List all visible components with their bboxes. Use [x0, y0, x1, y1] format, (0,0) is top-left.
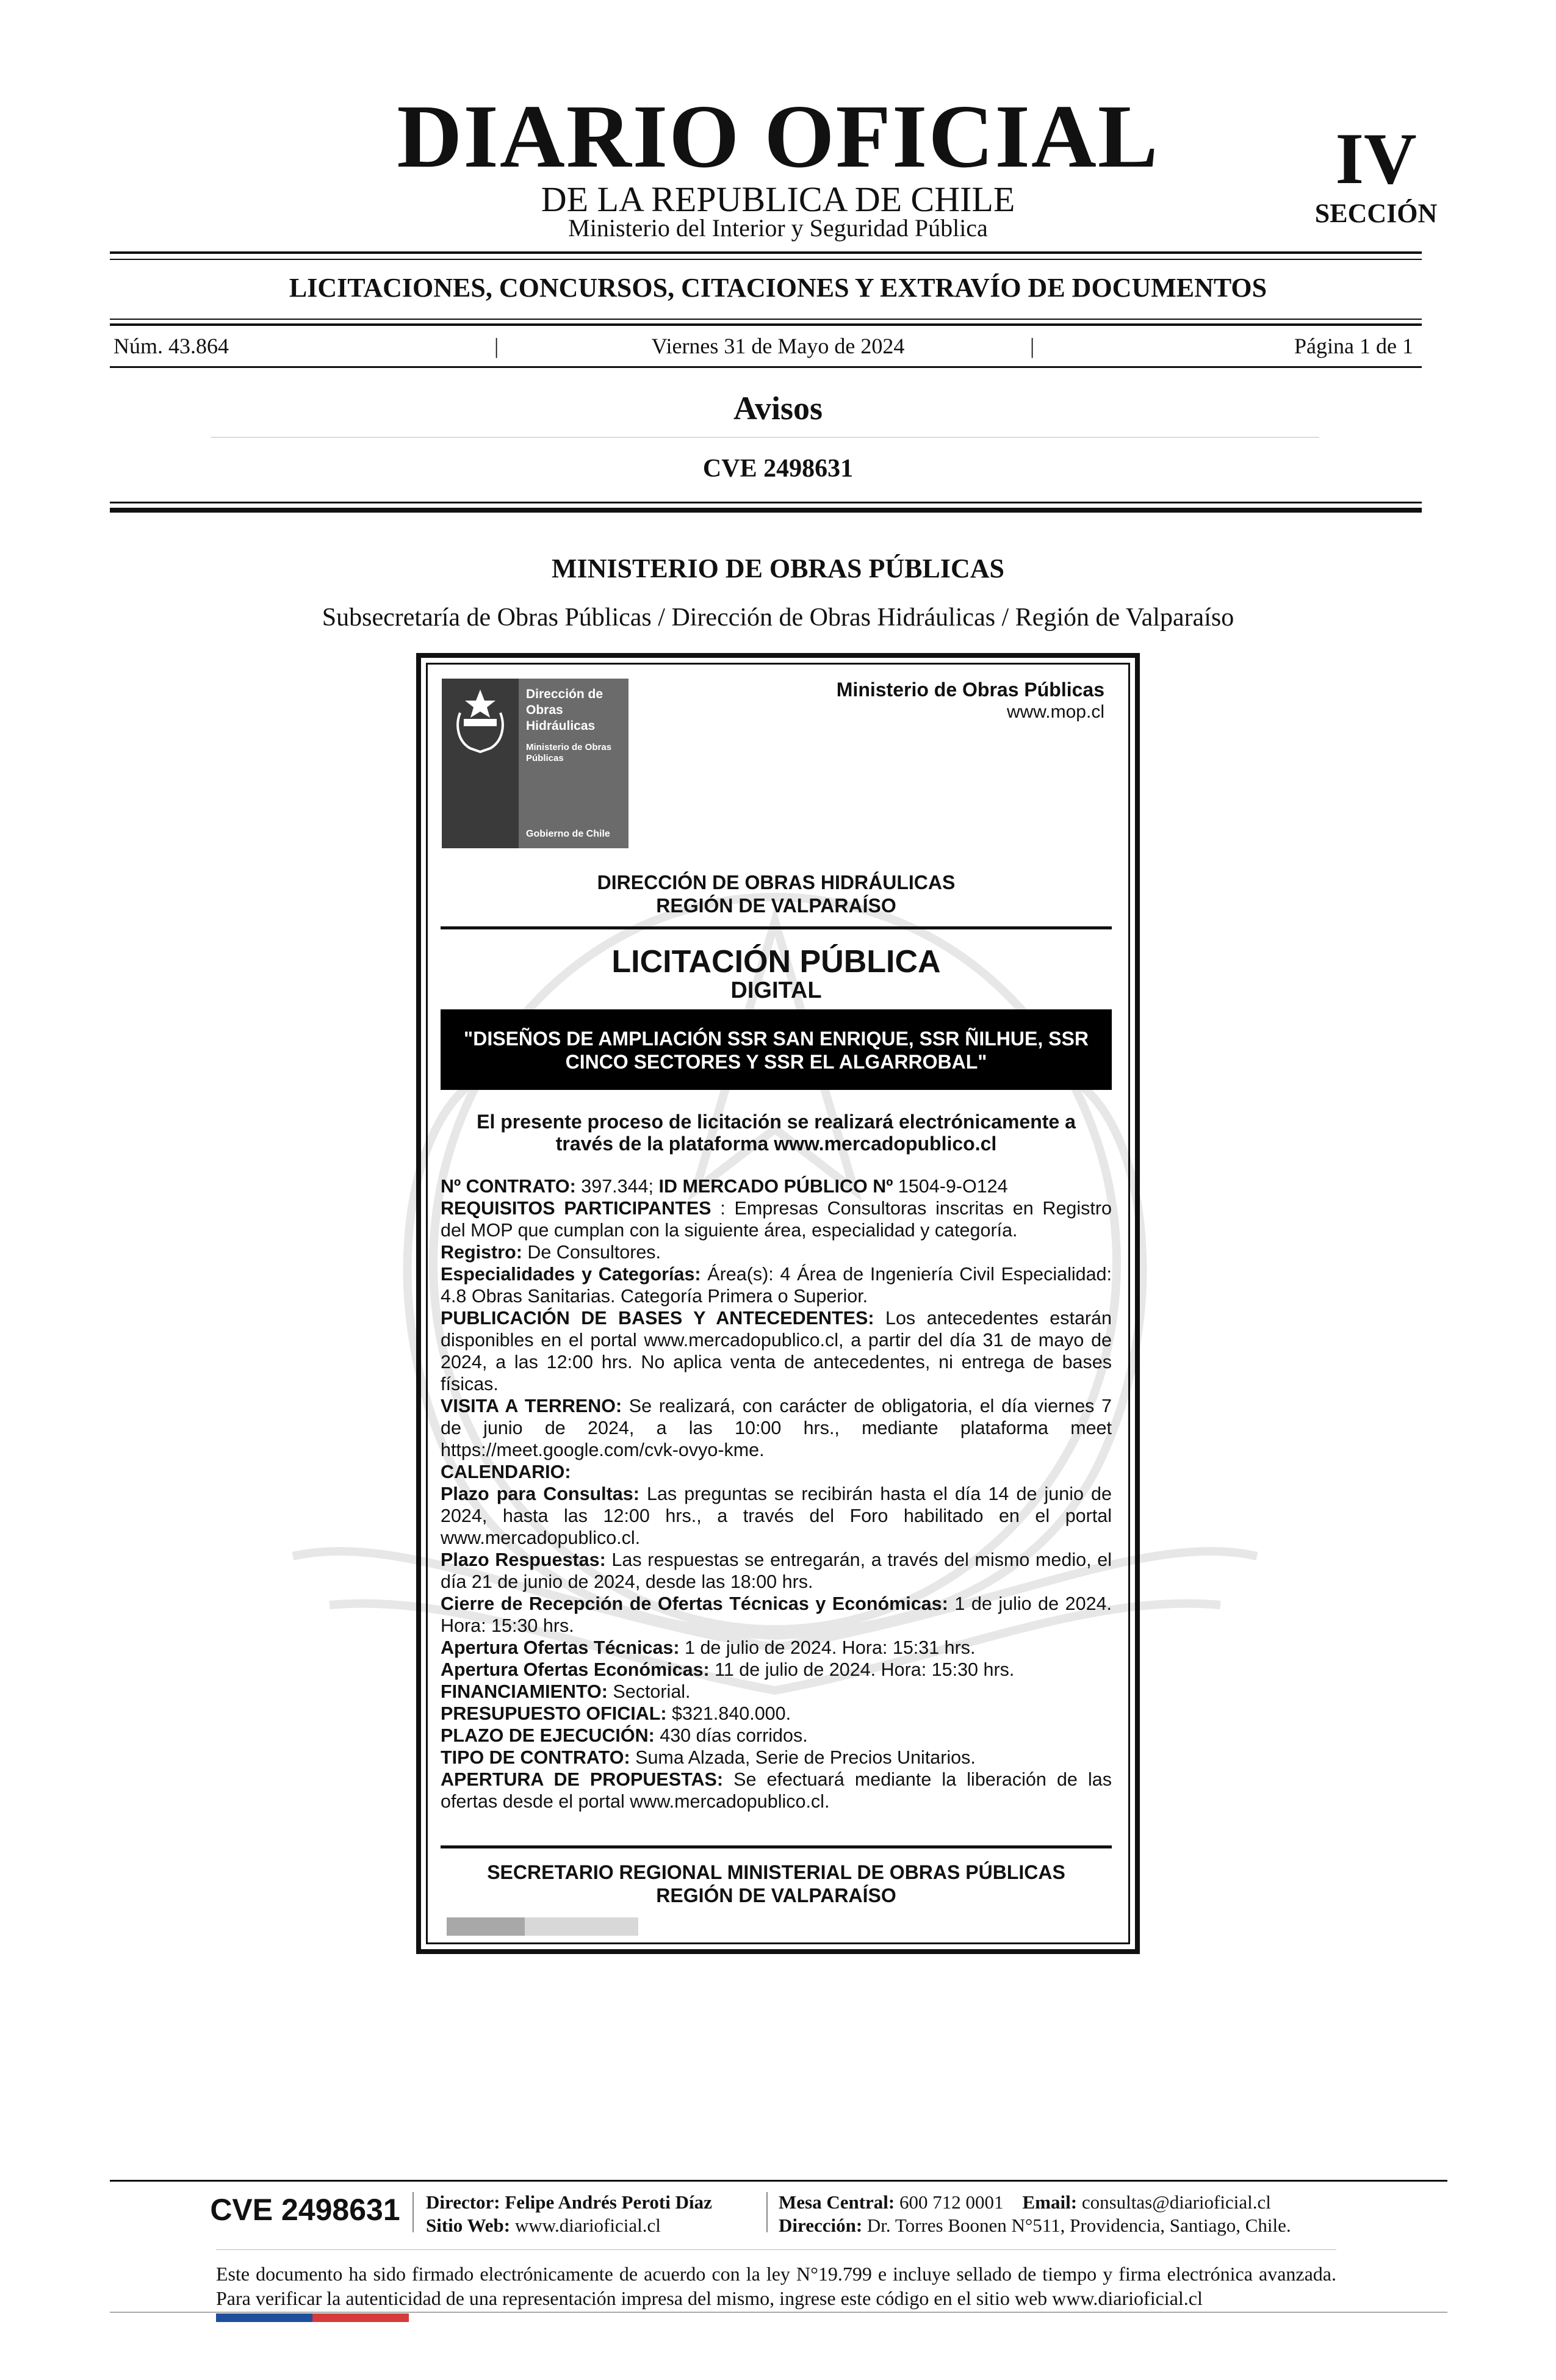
term-label: Apertura Ofertas Técnicas:: [441, 1637, 680, 1658]
term-label: PUBLICACIÓN DE BASES Y ANTECEDENTES:: [441, 1308, 874, 1329]
term-label: APERTURA DE PROPUESTAS:: [441, 1769, 723, 1790]
website-line: [426, 2214, 768, 2237]
dirección-de-obras-hidráulicas-logo: [442, 679, 629, 848]
logo-emblem-panel: [442, 679, 519, 848]
category-rule-bottom: [110, 323, 1422, 326]
director-label: Director:: [426, 2191, 500, 2213]
category-rule-top: [110, 319, 1422, 320]
legal-note: Este documento ha sido firmado electrónicamente de acuerdo con la ley N°19.799 e incluye sellado de tiempo y firma electrónica avanzada. Para verificar la autenticidad de una representación impresa del mismo, ingrese este código en el sitio web www.diarioficial.cl: [216, 2263, 1336, 2309]
term-item: [441, 1461, 1112, 1483]
term-value: Los antecedentes estarán disponibles en el portal www.mercadopublico.cl, a partir del día 31 de mayo de 2024, a las 12:00 hrs. No aplica venta de antecedentes, ni entrega de bases físicas.: [441, 1308, 1112, 1394]
direction-name: DIRECCIÓN DE OBRAS HIDRÁULICAS: [597, 871, 956, 893]
term-value: 1504-9-O124: [893, 1176, 1008, 1197]
tender-terms: [441, 1175, 1112, 1812]
footer-rule-top: [110, 2180, 1447, 2182]
term-item: [441, 1593, 1112, 1637]
term-item: [441, 1241, 1112, 1263]
address-label: Dirección:: [779, 2215, 863, 2236]
term-value: 430 días corridos.: [654, 1725, 808, 1746]
header-rule-thick: [110, 508, 1422, 513]
issue-separator: |: [1030, 334, 1035, 358]
term-item: [441, 1769, 1112, 1812]
intro-line: través de la plataforma www.mercadopublico.cl: [555, 1133, 997, 1155]
notice-rule-bottom: [441, 1845, 1112, 1848]
term-label: Cierre de Recepción de Ofertas Técnicas y Económicas:: [441, 1593, 948, 1614]
director-name: Felipe Andrés Peroti Díaz: [505, 2191, 712, 2213]
logo-line: Ministerio de Obras: [526, 742, 612, 752]
address-value: Dr. Torres Boonen N°511, Providencia, Santiago, Chile.: [866, 2215, 1291, 2236]
email-link[interactable]: consultas@diarioficial.cl: [1081, 2191, 1271, 2213]
masthead-rule-thick: [110, 251, 1422, 254]
flag-stripe-blue: [216, 2313, 312, 2322]
contact-line: [779, 2191, 1352, 2214]
project-name-line: "DISEÑOS DE AMPLIACIÓN SSR SAN ENRIQUE, SSR ÑILHUE, SSR: [464, 1028, 1089, 1050]
tender-modality: DIGITAL: [730, 978, 822, 1003]
issuer-subdivision: Subsecretaría de Obras Públicas / Dirección de Obras Hidráulicas / Región de Valparaíso: [322, 604, 1234, 632]
term-item: [441, 1637, 1112, 1659]
issue-number: Núm. 43.864: [113, 334, 229, 358]
term-value: $321.840.000.: [666, 1703, 791, 1724]
term-label: Apertura Ofertas Económicas:: [441, 1659, 710, 1680]
logo-line: Obras: [526, 703, 563, 717]
issue-date: Viernes 31 de Mayo de 2024: [651, 334, 905, 358]
term-label: CALENDARIO:: [441, 1462, 571, 1482]
term-value: 1 de julio de 2024. Hora: 15:31 hrs.: [679, 1637, 976, 1658]
section-label: SECCIÓN: [1314, 198, 1438, 228]
footer-bar-dark: [447, 1917, 525, 1936]
term-item: [441, 1703, 1112, 1725]
term-label: Registro:: [441, 1242, 522, 1263]
term-item: [441, 1725, 1112, 1747]
footer-rule-mid: [216, 2249, 1336, 2250]
term-item: [441, 1307, 1112, 1395]
term-label: PLAZO DE EJECUCIÓN:: [441, 1725, 655, 1746]
footer-director: [426, 2191, 768, 2237]
term-item: [441, 1483, 1112, 1549]
mop-brand: Ministerio de Obras Públicas: [836, 679, 1104, 701]
term-value: Área(s): 4 Área de Ingeniería Civil Especialidad: 4.8 Obras Sanitarias. Categoría Primera o Superior.: [441, 1264, 1112, 1307]
term-label: ID MERCADO PÚBLICO Nº: [658, 1176, 893, 1197]
term-label: FINANCIAMIENTO:: [441, 1681, 608, 1702]
signatory-title: SECRETARIO REGIONAL MINISTERIAL DE OBRAS PÚBLICAS: [487, 1861, 1065, 1883]
term-label: Especialidades y Categorías:: [441, 1264, 701, 1285]
logo-line: Hidráulicas: [526, 719, 596, 733]
logo-line: Públicas: [526, 753, 564, 763]
term-value: Las preguntas se recibirán hasta el día 14 de junio de 2024, hasta las 12:00 hrs., a través del Foro habilitado en el portal www.mercadopublico.cl.: [441, 1484, 1112, 1548]
masthead-ministry: Ministerio del Interior y Seguridad Pública: [568, 214, 988, 242]
signatory-region: REGIÓN DE VALPARAÍSO: [656, 1884, 896, 1906]
issue-separator: |: [494, 334, 499, 358]
phone-number: 600 712 0001: [899, 2191, 1004, 2213]
term-value: 11 de julio de 2024. Hora: 15:30 hrs.: [709, 1659, 1015, 1680]
notice-type: Avisos: [733, 390, 823, 427]
page-indicator: Página 1 de 1: [1294, 334, 1413, 358]
address-line: [779, 2214, 1352, 2237]
intro-line: El presente proceso de licitación se realizará electrónicamente a: [477, 1111, 1076, 1133]
email-label: Email:: [1022, 2191, 1078, 2213]
cve-code: CVE 2498631: [702, 455, 854, 483]
term-label: Nº CONTRATO:: [441, 1176, 576, 1197]
term-item: [441, 1747, 1112, 1769]
footer-cve-code: CVE 2498631: [210, 2193, 400, 2227]
term-value: 397.344;: [575, 1176, 659, 1197]
masthead-title: DIARIO OFICIAL: [397, 87, 1159, 187]
logo-government: Gobierno de Chile: [526, 829, 610, 839]
term-label: PRESUPUESTO OFICIAL:: [441, 1703, 667, 1724]
chile-shield-icon: [442, 682, 519, 755]
term-label: VISITA A TERRENO:: [441, 1396, 622, 1416]
footer-contact: [779, 2191, 1352, 2237]
term-value: : Empresas Consultoras inscritas en Registro del MOP que cumplan con la siguiente área, especialidad y categoría.: [441, 1198, 1112, 1241]
avisos-divider: [211, 437, 1319, 438]
term-value: Las respuestas se entregarán, a través del mismo medio, el día 21 de junio de 2024, desde las 18:00 hrs.: [441, 1549, 1112, 1592]
header-rule-thin: [110, 502, 1422, 503]
term-item: [441, 1175, 1112, 1197]
footer-divider: [412, 2192, 414, 2232]
logo-text-panel: [519, 679, 629, 848]
term-item: [441, 1263, 1112, 1307]
term-label: Plazo Respuestas:: [441, 1549, 606, 1570]
project-name-line: CINCO SECTORES Y SSR EL ALGARROBAL": [565, 1051, 987, 1073]
tender-title: LICITACIÓN PÚBLICA: [611, 944, 941, 979]
term-value: Sectorial.: [607, 1681, 691, 1702]
mop-website: www.mop.cl: [1006, 702, 1104, 722]
notice-rule-top: [441, 926, 1112, 929]
issuer-ministry: MINISTERIO DE OBRAS PÚBLICAS: [551, 554, 1005, 583]
term-item: [441, 1659, 1112, 1681]
term-item: [441, 1549, 1112, 1593]
website-link[interactable]: www.diarioficial.cl: [514, 2215, 661, 2236]
masthead-subtitle: DE LA REPUBLICA DE CHILE: [541, 179, 1015, 219]
logo-line: Dirección de: [526, 687, 603, 701]
footer-rule-bottom: [110, 2312, 1447, 2313]
issue-rule: [110, 366, 1422, 368]
term-label: TIPO DE CONTRATO:: [441, 1747, 630, 1768]
masthead-rule-thin: [110, 259, 1422, 260]
term-value: 1 de julio de 2024. Hora: 15:30 hrs.: [441, 1593, 1112, 1636]
term-item: [441, 1197, 1112, 1241]
section-number: IV: [1335, 118, 1417, 199]
term-item: [441, 1681, 1112, 1703]
term-value: Suma Alzada, Serie de Precios Unitarios.: [630, 1747, 976, 1768]
term-label: Plazo para Consultas:: [441, 1484, 639, 1504]
term-value: De Consultores.: [522, 1242, 661, 1263]
term-value: Se efectuará mediante la liberación de las ofertas desde el portal www.mercadopublico.cl.: [441, 1769, 1112, 1812]
term-value: Se realizará, con carácter de obligatoria, el día viernes 7 de junio de 2024, a las 10:00 hrs., mediante plataforma meet https://meet.google.com/cvk-ovyo-kme.: [441, 1396, 1112, 1460]
flag-stripe-red: [312, 2313, 409, 2322]
footer-divider: [766, 2192, 768, 2232]
section-category: LICITACIONES, CONCURSOS, CITACIONES Y EXTRAVÍO DE DOCUMENTOS: [289, 273, 1267, 303]
director-line: [426, 2191, 768, 2214]
term-label: REQUISITOS PARTICIPANTES: [441, 1198, 711, 1219]
direction-region: REGIÓN DE VALPARAÍSO: [656, 895, 896, 917]
footer-bar-light: [525, 1917, 638, 1936]
phone-label: Mesa Central:: [779, 2191, 895, 2213]
website-label: Sitio Web:: [426, 2215, 511, 2236]
term-item: [441, 1395, 1112, 1461]
